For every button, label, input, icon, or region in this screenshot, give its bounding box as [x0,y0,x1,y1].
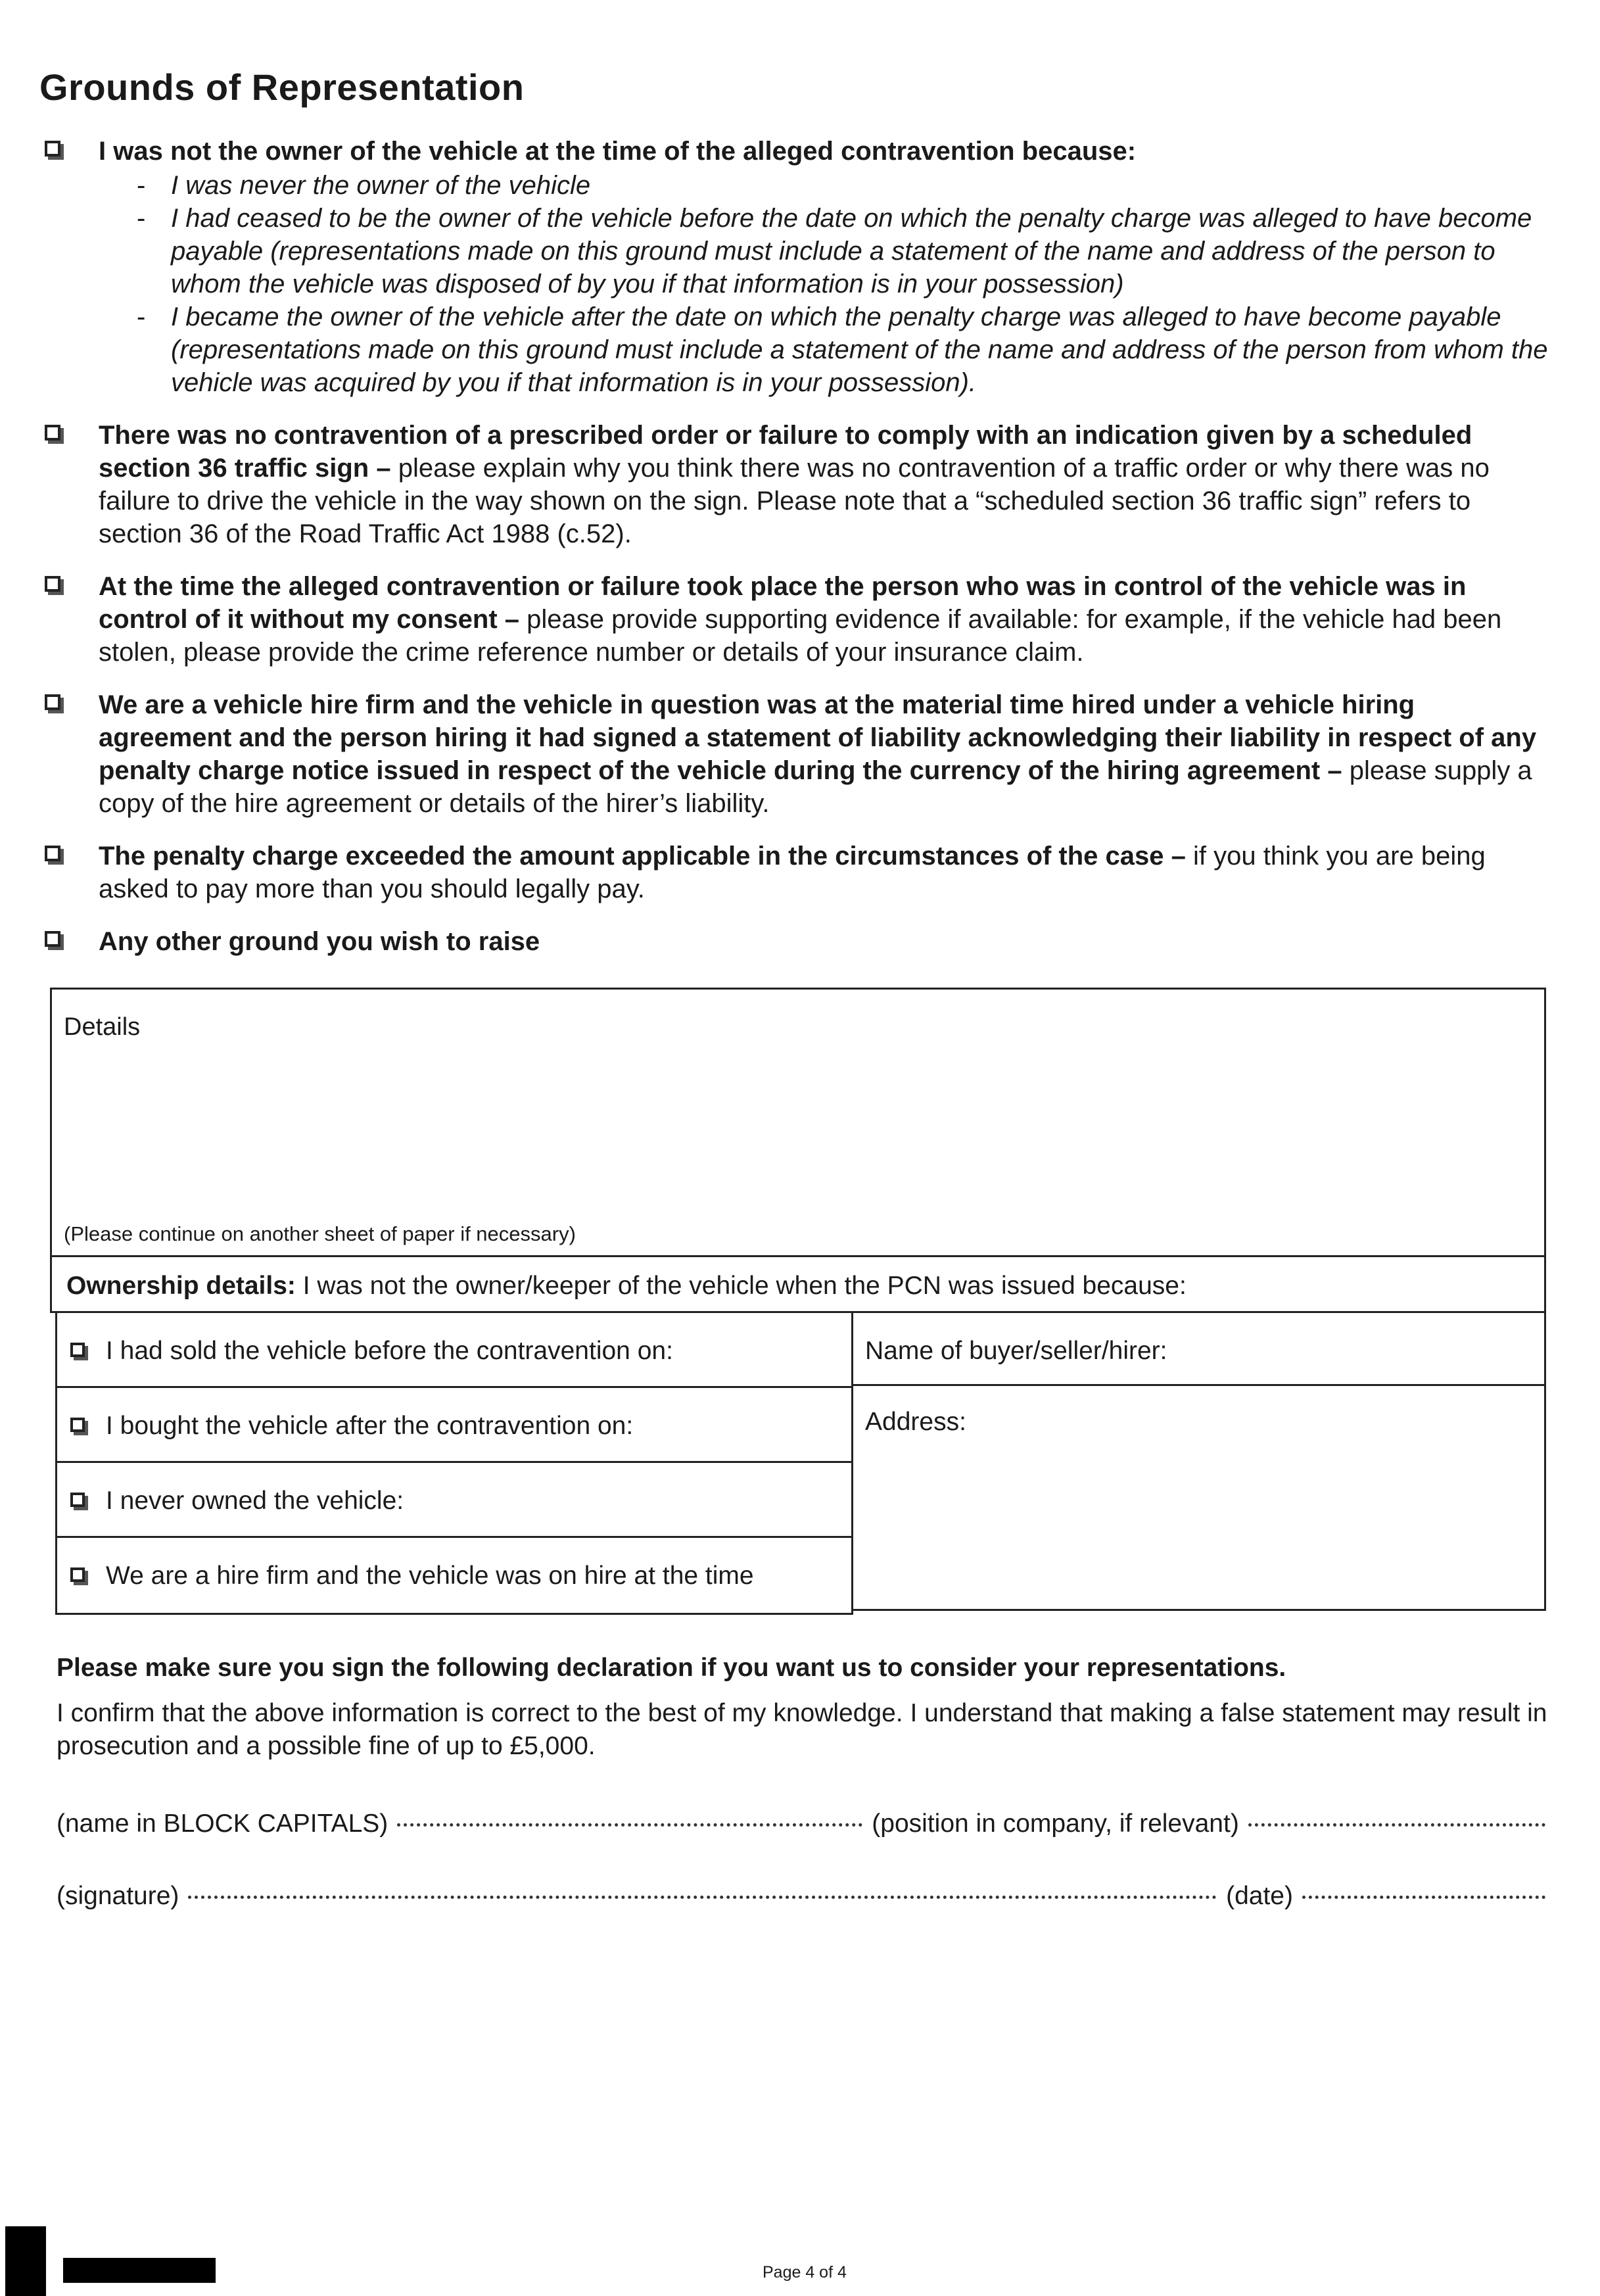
buyer-name-label: Name of buyer/seller/hirer: [865,1337,1167,1365]
reason-never-owner [99,169,1551,202]
ground-hire-firm-bold: We are a vehicle hire firm and the vehicle in question was at the material time hired under a vehicle hiring agreement and the person hiring it had signed a statement of liability acknowledging their liability in respect of any penalty charge notice issued in respect of the vehicle during the currency of the hiring agreement – [99,690,1537,785]
details-note: (Please continue on another sheet of paper if necessary) [64,1222,576,1245]
option-hire-firm-label: We are a hire firm and the vehicle was on hire at the time [106,1562,754,1590]
reason-became-owner-text: I became the owner of the vehicle after the date on which the penalty charge was alleged to have become payable (representations made on this ground must include a statement of the name and address of the person from whom the vehicle was acquired by you if that information is in your possession). [171,302,1548,397]
checkbox-never-owned[interactable] [70,1493,85,1507]
ground-charge-exceeded [39,840,1551,905]
date-label: (date) [1226,1882,1293,1910]
buyer-name-field[interactable] [851,1311,1546,1386]
option-sold-vehicle-label: I had sold the vehicle before the contravention on: [106,1337,673,1365]
ground-hire-firm [39,688,1551,820]
ground-other [39,925,1551,958]
declaration-text: I confirm that the above information is correct to the best of my knowledge. I understand that making a false statement may result in prosecution and a possible fine of up to £5,000. [57,1699,1547,1760]
details-textarea[interactable] [50,988,1546,1257]
name-position-line [57,1809,1545,1838]
reason-ceased-owner [99,202,1551,300]
ground-no-contravention-bold: There was no contravention of a prescribed order or failure to comply with an indication given by a scheduled section 36 traffic sign – [99,421,1472,483]
address-label: Address: [865,1408,966,1436]
ground-no-contravention [39,419,1551,550]
option-bought-vehicle-label: I bought the vehicle after the contravention on: [106,1412,634,1440]
checkbox-other-ground[interactable] [45,931,60,947]
ownership-details-heading [50,1255,1546,1313]
dash-bullet: - [137,302,146,331]
declaration-section [57,1654,1555,1763]
name-field[interactable] [397,1823,862,1827]
date-field[interactable] [1302,1896,1545,1899]
signature-field[interactable] [188,1896,1217,1899]
checkbox-hire-firm-on-hire[interactable] [70,1567,85,1582]
ground-not-owner-bold: I was not the owner of the vehicle at the time of the alleged contravention because: [99,137,1137,166]
option-never-owned[interactable] [57,1463,851,1538]
redaction-bar [63,2258,216,2283]
details-label: Details [64,1013,141,1041]
option-hire-firm[interactable] [57,1538,851,1613]
ground-charge-exceeded-text: if you think you are being asked to pay more than you should legally pay. [99,842,1486,903]
ownership-grid [55,1311,1546,1615]
ground-no-contravention-text: please explain why you think there was no contravention of a traffic order or why there was no failure to drive the vehicle in the way shown on the sign. Please note that a “scheduled section 36 traffic sign” refers to section 36 of the Road Traffic Act 1988 (c.52). [99,454,1490,548]
signature-date-line [57,1882,1545,1911]
ground-without-consent [39,570,1551,669]
option-never-owned-label: I never owned the vehicle: [106,1487,404,1515]
position-field[interactable] [1248,1823,1545,1827]
dash-bullet: - [137,204,146,233]
ground-other-bold: Any other ground you wish to raise [99,927,540,956]
checkbox-sold-vehicle[interactable] [70,1343,85,1357]
ownership-heading-text: I was not the owner/keeper of the vehicle when the PCN was issued because: [295,1272,1187,1300]
ground-charge-exceeded-bold: The penalty charge exceeded the amount applicable in the circumstances of the case – [99,842,1186,871]
dash-bullet: - [137,171,146,200]
checkbox-bought-vehicle[interactable] [70,1418,85,1432]
page-title: Grounds of Representation [39,66,525,108]
grounds-list [39,135,1551,978]
page-number: Page 4 of 4 [763,2263,847,2282]
checkbox-charge-exceeded[interactable] [45,846,60,861]
option-bought-vehicle[interactable] [57,1388,851,1463]
reason-became-owner [99,300,1551,399]
declaration-heading: Please make sure you sign the following declaration if you want us to consider your representations. [57,1654,1286,1682]
checkbox-without-consent[interactable] [45,576,60,592]
ground-hire-firm-text: please supply a copy of the hire agreement or details of the hirer’s liability. [99,756,1532,818]
not-owner-reasons [99,169,1551,399]
ground-not-owner [39,135,1551,399]
checkbox-no-contravention[interactable] [45,425,60,441]
redaction-block [5,2226,46,2296]
address-field[interactable] [851,1384,1546,1611]
reason-never-owner-text: I was never the owner of the vehicle [171,171,591,200]
ground-without-consent-bold: At the time the alleged contravention or failure took place the person who was in control of the vehicle was in control of it without my consent – [99,572,1467,634]
position-label: (position in company, if relevant) [872,1809,1239,1838]
signature-label: (signature) [57,1882,179,1910]
ground-without-consent-text: please provide supporting evidence if available: for example, if the vehicle had been stolen, please provide the crime reference number or details of your insurance claim. [99,605,1502,667]
reason-ceased-owner-text: I had ceased to be the owner of the vehicle before the date on which the penalty charge was alleged to have become payable (representations made on this ground must include a statement of the name and address of the person to whom the vehicle was disposed of by you if that information is in your possession) [171,204,1532,299]
ownership-options [55,1311,853,1615]
checkbox-hire-firm[interactable] [45,694,60,710]
checkbox-not-owner[interactable] [45,141,60,156]
option-sold-vehicle[interactable] [57,1313,851,1388]
name-label: (name in BLOCK CAPITALS) [57,1809,388,1838]
ownership-heading-bold: Ownership details: [66,1272,296,1300]
